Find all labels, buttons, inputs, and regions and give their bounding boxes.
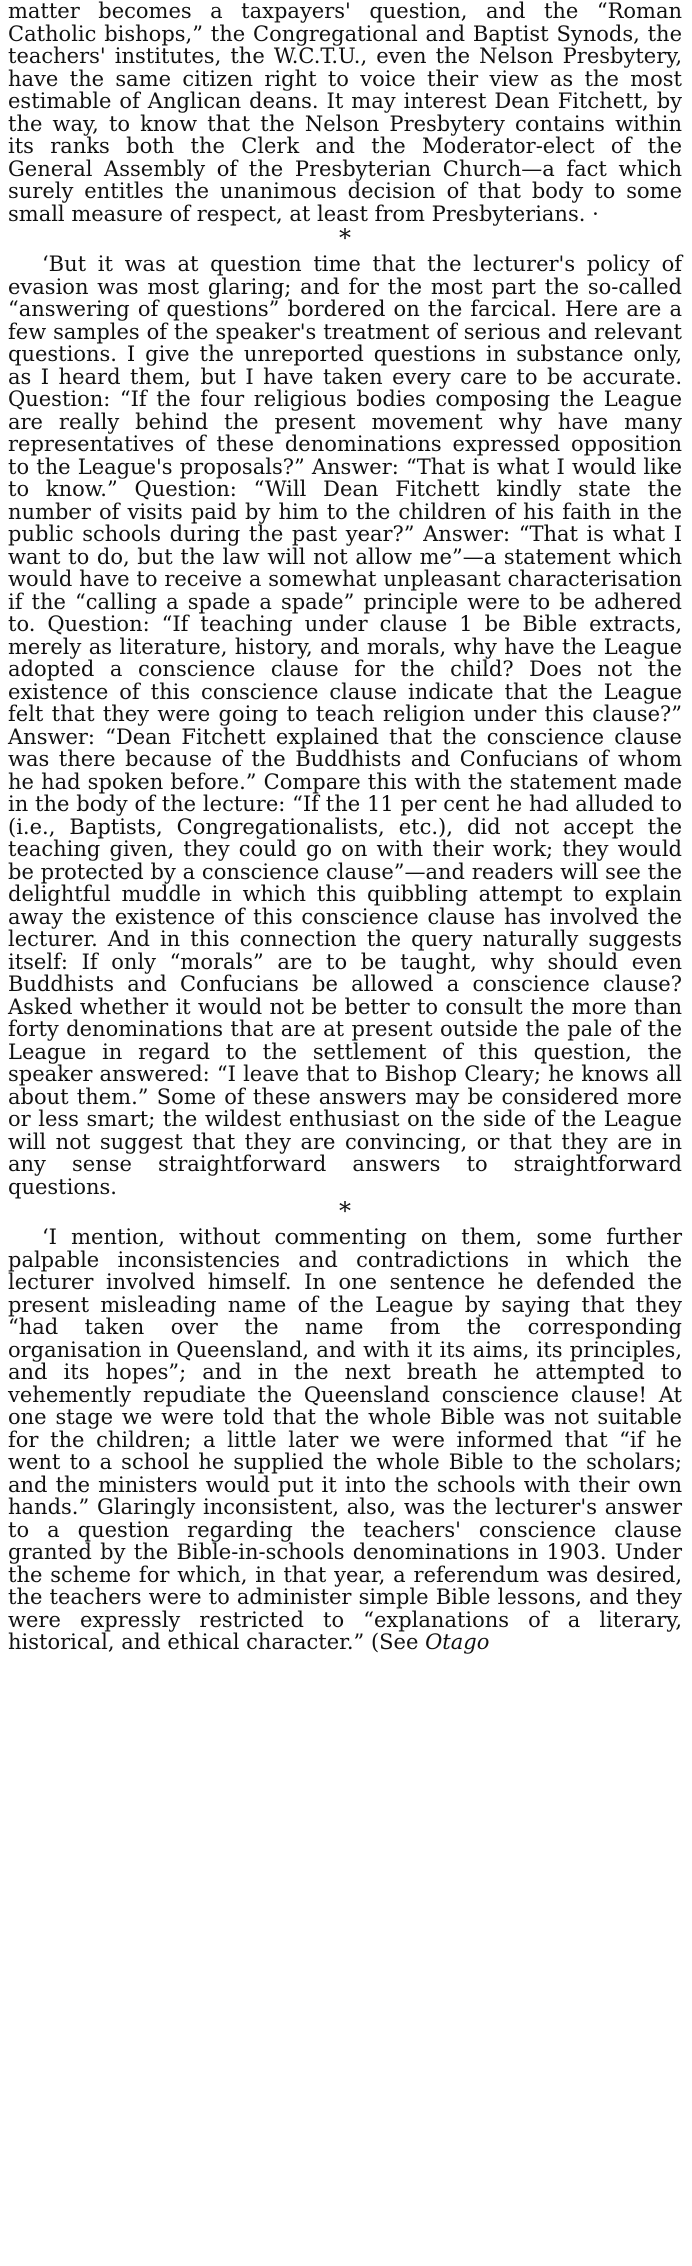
paragraph-question-time: ‘But it was at question time that the lecturer's policy of evasion was most glaring; and for the most part the so-called “answering of questions” bordered on the farcical. Here are a few samples of the speaker's treatment of serious and relevant questions. I give the unreported questions in substance only, as I heard them, but I have taken every care to be accurate. Question: “If the four religious bodies composing the League are really behind the present movement why have many representatives of these denominations expressed opposition to the League's proposals?” Answer: “That is what I would like to know.” Question: “Will Dean Fitchett kindly state the number of visits paid by him to the children of his faith in the public schools during the past year?” Answer: “That is what I want to do, but the law will not allow me”—a statement which would have to receive a somewhat unpleasant characterisation if the “calling a spade a spade” principle were to be adhered to. Question: “If teaching under clause 1 be Bible extracts, merely as literature, history, and morals, why have the League adopted a conscience clause for the child? Does not the existence of this conscience clause indicate that the League felt that they were going to teach religion under this clause?” Answer: “Dean Fitchett explained that the conscience clause was there because of the Buddhists and Confucians of whom he had spoken before.” Compare this with the statement made in the body of the lecture: “If the 11 per cent he had alluded to (i.e., Baptists, Congregationalists, etc.), did not accept the teaching given, they could go on with their work; they would be protected by a conscience clause”—and readers will see the delightful muddle in which this quibbling attempt to explain away the existence of this conscience clause has involved the lecturer. And in this connection the query naturally suggests itself: If only “morals” are to be taught, why should even Buddhists and Confucians be allowed a conscience clause? Asked whether it would not be better to consult the more than forty denominations that are at present outside the pale of the League in regard to the settlement of this question, the speaker answered: “I leave that to Bishop Cleary; he knows all about them.” Some of these answers may be considered more or less smart; the wildest enthusiast on the side of the League will not suggest that they are convincing, or that they are in any sense straightforward answers to straightforward questions. (8, 252, 682, 1199)
italic-publication-name: Otago (425, 1630, 490, 1654)
paragraph-inconsistencies-text: ‘I mention, without commenting on them, some further palpable inconsistencies and contradictions in which the lecturer involved himself. In one sentence he defended the present misleading name of the League by saying that they “had taken over the name from the corresponding organisation in Queensland, and with it its aims, its principles, and its hopes”; and in the next breath he attempted to vehemently repudiate the Queensland conscience clause! At one stage we were told that the whole Bible was not suitable for the children; a little later we were informed that “if he went to a school he supplied the whole Bible to the scholars; and the ministers would put it into the schools with their own hands.” Glaringly inconsistent, also, was the lecturer's answer to a question regarding the teachers' conscience clause granted by the Bible-in-schools denominations in 1903. Under the scheme for which, in that year, a referendum was desired, the teachers were to administer simple Bible lessons, and they were expressly restricted to “explanations of a literary, historical, and ethical character.” (See (8, 1225, 682, 1654)
section-divider: * (339, 1197, 351, 1225)
paragraph-continuation: matter becomes a taxpayers' question, and the “Roman Catholic bishops,” the Congregational and Baptist Synods, the teachers' institutes, the W.C.T.U., even the Nelson Presbytery, have the same citizen right to voice their view as the most estimable of Anglican deans. It may interest Dean Fitchett, by the way, to know that the Nelson Presbytery contains within its ranks both the Clerk and the Moderator-elect of the General Assembly of the Presbyterian Church—a fact which surely entitles the unanimous decision of that body to some small measure of respect, at least from Presbyterians. · (8, 0, 682, 226)
paragraph-inconsistencies (8, 1226, 682, 1654)
section-divider: * (339, 224, 351, 252)
